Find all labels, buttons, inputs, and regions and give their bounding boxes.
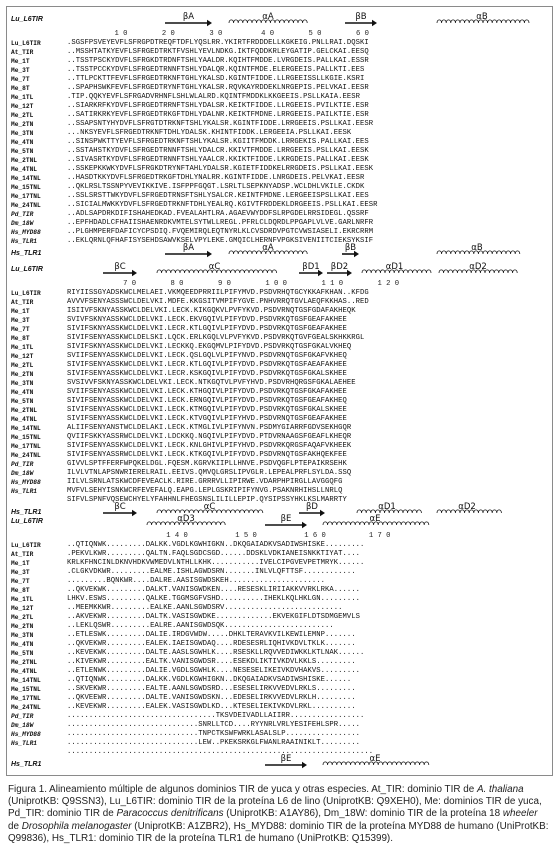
sequence-text: SIVIFSENYASSKWCLDELVKI.LECK.KNLGHIVLPIFYHVD.PSDVRKQRGSFAQAFVKHEEK xyxy=(67,442,352,450)
sequence-text: ..............................LEW..PKEKSRKGLFWANLRAAINIKLT......... xyxy=(67,739,361,747)
sequence-row xyxy=(7,703,552,712)
ss-top-label: αA xyxy=(262,12,274,22)
sequence-text: ..................................TKSVDEIVADLLAIIRR................. xyxy=(67,712,365,720)
sequence-row xyxy=(7,667,552,676)
sequence-row xyxy=(7,694,552,703)
sequence-text: SIVIFSENYASSRWCLDELVKI.LECK.KTKGQIVLPIFYDVD.PSDVRNQTGSFAKHQEKFEE xyxy=(67,451,347,459)
sequence-row xyxy=(7,174,552,183)
sequence-text: ..QKVEKWR.........EALEK.IAEISGWDAQ....RDESESRLIQHIVKDVLTKLK....... xyxy=(67,640,356,648)
ss-bottom-label: αC xyxy=(203,502,216,512)
sequence-label: Me_14TNL xyxy=(11,677,41,684)
figure-caption xyxy=(8,784,551,845)
ss-top-helix xyxy=(362,262,431,273)
ss-reference-label: Lu_L6TIR xyxy=(11,16,43,23)
sequence-label: Me_3T xyxy=(11,67,30,74)
caption-text-3: (UniprotKB: A1AY86), Dm_18W: dominio TIR de la proteína 18 xyxy=(223,808,503,820)
sequence-row xyxy=(7,604,552,613)
caption-species-3: wheeler xyxy=(502,808,538,820)
sequence-label: Me_1T xyxy=(11,308,30,315)
secondary-structure-bottom xyxy=(7,243,552,260)
sequence-label: Pd_TIR xyxy=(11,461,34,468)
sequence-row xyxy=(7,343,552,352)
sequence-label: Me_4TN xyxy=(11,641,34,648)
sequence-text: ..LEKLQSWR.........EALRE.AANISGWDSQK......................... xyxy=(67,622,334,630)
sequence-label: Hs_TLR1 xyxy=(11,488,37,495)
sequence-label: Me_1T xyxy=(11,560,30,567)
sequence-row xyxy=(7,192,552,201)
sequence-text: ..............................SNRLLTCD....RYYNRLVRLYESIFEHLSPR..... xyxy=(67,721,361,729)
sequence-label: Me_5TN xyxy=(11,398,34,405)
sequence-row xyxy=(7,210,552,219)
sequence-text: ..QTIQNWK.........DALKK.VGDLKGWHIGKN..DKQGAIADKVSADIWSHISKE...... xyxy=(67,676,352,684)
sequence-label: Me_2TN xyxy=(11,121,34,128)
caption-species-1: A. thaliana xyxy=(476,784,524,795)
ss-reference-label: Lu_L6TIR xyxy=(11,266,43,273)
sequence-row xyxy=(7,658,552,667)
sequence-label: Me_7T xyxy=(11,76,30,83)
sequence-label: Hs_TLR1 xyxy=(11,238,37,245)
sequence-text: RIYIISSGYADSKWCLMELAEI.VKMQEEDPRRIILPIFYMVD.PSDVRHQTGCYKKAFKHAN..KFDG xyxy=(67,289,369,297)
sequence-label: Me_5TN xyxy=(11,650,34,657)
ss-bottom-label: βE xyxy=(280,754,292,764)
ss-top-label: βC xyxy=(114,262,126,272)
secondary-structure-top xyxy=(7,12,552,29)
sequence-row xyxy=(7,183,552,192)
sequence-label: Me_8T xyxy=(11,335,30,342)
sequence-label: Hs_MYD88 xyxy=(11,229,41,236)
sequence-label: Me_3T xyxy=(11,317,30,324)
sequence-label: Me_14TNL xyxy=(11,425,41,432)
sequence-text: ALIIFSENYANSTWCLDELAKI.LECK.KTMGLIVLPIFYNVN.PSDMYGIARRFGDVSEKHGQR xyxy=(67,424,352,432)
sequence-text: SIVIFSENYASSKWCLDELSKI.LQCK.ERLKGQLVLPVFYKVD.PSDVRKQTGVFGEALSKHKKRGL xyxy=(67,334,365,342)
ss-bottom-label: αD1 xyxy=(378,502,396,512)
sequence-text: ..MEEMKKWR.........EALKE.AANLSGWDSRV........................... xyxy=(67,604,343,612)
sequence-text: ..ETLENWK.........DALIE.VGDLSGWHLK....NESESELIKEIVKDVHAKVS......... xyxy=(67,667,361,675)
sequence-text: KRLKFHNCINLDKNVHDKVWMEDVLNTHLLKHK...........IVELCIPGVEVPETMRYK...... xyxy=(67,559,365,567)
sequence-label: Me_2TN xyxy=(11,371,34,378)
sequence-row xyxy=(7,228,552,237)
sequence-text: .TIP.QQKYEVFLSFRGADVRHNFLSHLWLALRD.KQINTFMDDKLKKGEEIS.PSLLKAIA.EESR xyxy=(67,93,361,101)
sequence-label: Hs_MYD88 xyxy=(11,479,41,486)
position-ruler xyxy=(7,29,552,39)
sequence-label: Pd_TIR xyxy=(11,211,34,218)
sequence-row xyxy=(7,165,552,174)
ss-bottom-strand xyxy=(342,243,359,257)
sequence-label: At_TIR xyxy=(11,299,34,306)
sequence-label: Me_12T xyxy=(11,353,34,360)
sequence-row xyxy=(7,111,552,120)
sequence-text: ..ADLSAPDRKDIFISHAHEDKAD.FVEALAHTLRA.AGAEVWYDDFSLRPGDELRRSIDEGL.QSSRF xyxy=(67,210,369,218)
sequence-text: ..SIARKRFKYDVFLSFRGEDTRRNFTSHLYDALSR.KEIKTFIDDE.LLRGEEIS.PVILKTIE.ESR xyxy=(67,102,369,110)
ss-top-strand xyxy=(299,262,323,276)
ss-top-label: βE xyxy=(280,514,292,524)
ss-top-label: αD3 xyxy=(177,514,195,524)
sequence-label: Me_14TNL xyxy=(11,175,41,182)
ruler-numbers: 7 0 8 0 9 0 1 0 0 1 1 0 1 2 0 xyxy=(67,280,400,288)
sequence-text: SVIVFSKNYASSKWCLDELVKI.LECK.EKVGQIVLPIFYDVD.PSDVRKQTGSFGEAFAKHEE xyxy=(67,316,347,324)
sequence-label: Me_3T xyxy=(11,569,30,576)
sequence-text: ..TSSTPSCKYDVFLSFRGKDTRDNFTSHLYAALDR.KQIHTFMDDE.LVRGDEIS.PALLKAI.ESSR xyxy=(67,57,369,65)
sequence-text: SIVIFSENYASSKWCLDELVKI.LECK.KTVGQIVLPIFYHVD.PSDVRNQTGSFGEAFAKHEE xyxy=(67,415,347,423)
sequence-row xyxy=(7,361,552,370)
sequence-text: ...NKSYEVFLSFRGEDTRKNFTDHLYDALSK.KHINTFIDDK.LERGEEIA.PSLLKAI.EESK xyxy=(67,129,352,137)
sequence-row xyxy=(7,424,552,433)
alignment-block-2 xyxy=(7,262,552,519)
sequence-row xyxy=(7,219,552,228)
sequence-row xyxy=(7,156,552,165)
sequence-row xyxy=(7,595,552,604)
sequence-label: Me_1TL xyxy=(11,344,34,351)
ss-bottom-strand xyxy=(265,754,307,768)
sequence-row xyxy=(7,613,552,622)
sequence-text: ..MSSHTATKYEVFLSFRGEDTRKTFVSHLYEVLNDKG.IKTFQDDKRLEYGATIP.GELCKAI.EESQ xyxy=(67,48,369,56)
sequence-row xyxy=(7,138,552,147)
sequence-label: Me_15TNL xyxy=(11,434,41,441)
sequence-text: ..QKVEEWR.........DALTE.VANISGWDSKN...EDESELIRKVVEDVLRKLH......... xyxy=(67,694,356,702)
sequence-label: Dm_18W xyxy=(11,220,34,227)
sequence-text: ..AKVEKWR.........DALTK.VASISGWDKE.............EKVEKGIFLDTSDMGEMVLS xyxy=(67,613,361,621)
sequence-text: ..KEVEKWR.........EALEK.VASISGWDLKD...KTESELIEKIVKDVLRKL.......... xyxy=(67,703,356,711)
sequence-row xyxy=(7,469,552,478)
sequence-row xyxy=(7,316,552,325)
ss-top-label: βB xyxy=(355,12,367,22)
ss-top-helix xyxy=(157,262,277,273)
sequence-text: ..HASDTKKYDVFLSFRGEDTRKGFTDHLYNALRR.KGINTFIDDE.LNRGDEIS.PELVKAI.EESR xyxy=(67,174,365,182)
sequence-label: Me_12T xyxy=(11,103,34,110)
sequence-text: SVSIVVFSKNYASSKWCLDELVKI.LECK.NTKGQTVLPVFYHVD.PSDVRHQRGSFGKALAEHEE xyxy=(67,379,356,387)
sequence-label: Me_17TNL xyxy=(11,443,41,450)
sequence-row xyxy=(7,102,552,111)
sequence-label: Me_15TNL xyxy=(11,686,41,693)
sequence-row xyxy=(7,730,552,739)
sequence-row xyxy=(7,289,552,298)
sequence-text: QVIIFSKKYASSRWCLDELVKI.LDCKKQ.NGQIVLPIFYDVD.PTDVRNAAGSFGEAFLKHEQR xyxy=(67,433,352,441)
ruler-numbers: 1 4 0 1 5 0 1 6 0 1 7 0 xyxy=(67,532,391,540)
sequence-label: Me_4TNL xyxy=(11,166,37,173)
sequence-row xyxy=(7,147,552,156)
sequence-text: ..QKVEKWK.........DALKT.VANISGWDKEN....RESESKLIRIIAKKVVRKLRKA...... xyxy=(67,586,361,594)
sequence-row xyxy=(7,48,552,57)
ss-top-strand xyxy=(265,514,307,528)
secondary-structure-bottom xyxy=(7,754,552,771)
sequence-row xyxy=(7,478,552,487)
sequence-text: ..SSAPSNTYHYDVFLSFRGTDTRKNFTSHLYKALSR.KGINTFIDDE.LRRGEEIS.PSLLKAI.EESR xyxy=(67,120,374,128)
sequence-label: Lu_L6TIR xyxy=(11,40,41,47)
sequence-row xyxy=(7,388,552,397)
sequence-row xyxy=(7,66,552,75)
sequence-row xyxy=(7,577,552,586)
sequence-row xyxy=(7,568,552,577)
sequence-text: ..SINSPWKTTYEVFLSFRGEDTRKNFTSHLYKALSR.KGIITFMDDK.LRRGEKIS.PALLKAI.EES xyxy=(67,138,369,146)
caption-text-1: Figura 1. Alineamiento múltiple de algunos dominios TIR de yuca y otras especies. At_TIR: dominio TIR de xyxy=(8,784,477,795)
caption-text-4: de xyxy=(8,820,22,832)
sequence-row xyxy=(7,334,552,343)
sequence-text: ..SSLSRSTTWKYDVFLSFRGEDTRNSFTSHLYSALCR.KEINTFMDNE.LERGEEISPSLLKAI.EES xyxy=(67,192,369,200)
sequence-label: Me_5TN xyxy=(11,148,34,155)
sequence-text: GIVVLSPTFFERFWPQKELDGL.FQESM.KGRVKIIPLLHNVE.PSDVQGFLPTEPAIKRSEHK xyxy=(67,460,347,468)
sequence-text: ...................................................................... xyxy=(67,748,374,756)
sequence-row xyxy=(7,631,552,640)
ss-top-label: βA xyxy=(182,12,195,22)
ss-bottom-label: αB xyxy=(471,243,483,253)
ss-bottom-strand xyxy=(103,502,137,516)
ss-top-label: αD1 xyxy=(385,262,404,272)
sequence-label: Me_24TNL xyxy=(11,452,41,459)
sequence-label: Me_8T xyxy=(11,587,30,594)
sequence-label: Me_8T xyxy=(11,85,30,92)
sequence-text: ..QKLRSLTSSNPYVEVIKKIVE.ISFPPFGQGT.LSRLTLSEPKNYADSP.WCLDHLVKILE.CKDK xyxy=(67,183,365,191)
sequence-text: .SGSFPSVEYEVFLSFRGPDTREQFTDFLYQSLRR.YKIRTFRDDDELLKGKEIG.PNLLRAI.DQSKI xyxy=(67,39,369,47)
caption-text-5: (UniprotKB: A1ZBR2), Hs_MYD88: dominio TIR de la proteína MYD88 de humano (UniProtKB: Q99836), Hs_TLR1: dominio TIR de la proteína TLR1 de humano (UniProtKB: Q15399). xyxy=(8,820,549,844)
sequence-text: ..SIVASRTKYDVFLSFRGEDTRNNFTSHLYAALCR.KKIKTFIDDE.LKRGDEIS.PALLKAI.EESK xyxy=(67,156,369,164)
ss-bottom-strand xyxy=(165,243,212,257)
ss-top-label: αC xyxy=(208,262,221,272)
ss-top-label: αE xyxy=(369,514,381,524)
sequence-text: ..SKVEKWR.........EALTE.AANLSGWDSRD...ESESELIRKVVEDVLRKLS......... xyxy=(67,685,356,693)
sequence-row xyxy=(7,460,552,469)
sequence-label: Lu_L6TIR xyxy=(11,542,41,549)
sequence-row xyxy=(7,712,552,721)
sequence-text: MVFVLSEHYISNKWCRFEVEFALQ.EAPG.LEPLGSKRIPIFYNVG.PSAKNRHIHSLLNRLQ xyxy=(67,487,343,495)
sequence-row xyxy=(7,622,552,631)
sequence-label: Me_4TNL xyxy=(11,668,37,675)
sequence-label: Me_4TN xyxy=(11,139,34,146)
sequence-row xyxy=(7,120,552,129)
sequence-text: ..SICIALMWKKYDVFLSFRGEDTRKNFTDHLYEALRQ.KGIVTFRDDEKLDRGEEIS.PSLLKAI.EESR xyxy=(67,201,378,209)
sequence-label: Me_17TNL xyxy=(11,193,41,200)
ss-bottom-label: βB xyxy=(344,243,357,253)
sequence-row xyxy=(7,649,552,658)
sequence-row xyxy=(7,93,552,102)
sequence-text: SIFVLSPNFVQSEWCHYELYFAHHNLFHEGSNSLILILLEPIP.QYSIPSSYHKLKSLMARRTY xyxy=(67,496,347,504)
sequence-label: Me_2TNL xyxy=(11,157,37,164)
sequence-label: Me_12T xyxy=(11,605,34,612)
sequence-label: Me_4TNL xyxy=(11,416,37,423)
sequence-row xyxy=(7,721,552,730)
caption-species-4: Drosophila melanogaster xyxy=(21,820,132,832)
sequence-row xyxy=(7,57,552,66)
ss-bottom-label: αA xyxy=(262,243,274,253)
sequence-label: Me_3TN xyxy=(11,632,34,639)
sequence-text: SVIIFSENYASSKWCLDELVKI.LECK.QSLGQLVLPIFYNVD.PSDVRNQTGSFGKAFVKHEQ xyxy=(67,352,347,360)
alignment-figure xyxy=(6,6,553,776)
sequence-row xyxy=(7,325,552,334)
sequence-text: .CLGKVDKWR.........EALME.ISHLAGWDSRN.......INLVLQFTTSF............ xyxy=(67,568,356,576)
sequence-text: ..SSTAHSTKYDVFLSFRGEDTRNNFTSHLYDALCR.KKIVTFMDDE.LRRGEEIS.PSLLKAI.EESK xyxy=(67,147,369,155)
sequence-text: ..KEVEKWK.........DALTE.AASLSGWHLK....RSESKLLRQVVEDIWKKLKTLNAK...... xyxy=(67,649,365,657)
ss-reference-label-bottom: Hs_TLR1 xyxy=(11,509,42,516)
alignment-block-1 xyxy=(7,12,552,260)
sequence-row xyxy=(7,406,552,415)
ss-top-helix xyxy=(229,12,307,23)
caption-text-2: (UniprotKB: Q9SSN3), Lu_L6TIR: dominio TIR de la proteína L6 de lino (UniprotKB: Q9XEH0), Me: dominios TIR de yuca, Pd_TIR: dominio TIR de xyxy=(8,796,542,820)
ss-reference-label-bottom: Hs_TLR1 xyxy=(11,761,42,768)
sequence-label: Me_3TN xyxy=(11,130,34,137)
sequence-text: ..TSSTPCCKYDVFLSFRGEDTRNNFTSHLYDALQR.KQINTFMDE.ELERGEEIS.PALLKTI.EES xyxy=(67,66,365,74)
sequence-label: Me_2TN xyxy=(11,623,34,630)
sequence-row xyxy=(7,129,552,138)
sequence-label: Me_3TN xyxy=(11,380,34,387)
ss-top-strand xyxy=(327,262,352,276)
sequence-text: ..EKLQRNLQFHAFISYSEHDSAWVKSELVPYLEKE.GMQICLHERNFVPGKSIVENIITCIEKSYKSIF xyxy=(67,237,374,245)
sequence-text: .........BQNKWR....DALRE.AASISGWDSKEH...................... xyxy=(67,577,326,585)
ss-reference-label-bottom: Hs_TLR1 xyxy=(11,250,42,257)
sequence-text: AVVVFSENYASSSWCLDELVKI.MDFE.KKGSITVMPIFYGVE.PNHVRRQTGVLAEQFKKHAS..RED xyxy=(67,298,369,306)
ss-bottom-label: αE xyxy=(369,754,381,764)
sequence-text: ..SPAPHSWKFEVFLSFRGEDTRYNFTGHLYKALSR.RQVKAYRDDEKLNRGEPIS.PELVKAI.EESR xyxy=(67,84,369,92)
sequence-label: Me_7T xyxy=(11,578,30,585)
sequence-label: Pd_TIR xyxy=(11,713,34,720)
sequence-row xyxy=(7,84,552,93)
sequence-text: ..SSKEPKKWKYDVFLSFRGKDTRYNFTAHLYDALSR.KGIETFIDDKELRRGDEIS.PSLLKAI.EESK xyxy=(67,165,374,173)
sequence-row xyxy=(7,352,552,361)
ss-bottom-label: αD2 xyxy=(458,502,476,512)
sequence-label: Me_4TN xyxy=(11,389,34,396)
ss-top-helix xyxy=(439,262,517,273)
sequence-row xyxy=(7,550,552,559)
ss-top-label: βD2 xyxy=(330,262,349,272)
sequence-row xyxy=(7,739,552,748)
sequence-label: Hs_MYD88 xyxy=(11,731,41,738)
sequence-label: Me_2TNL xyxy=(11,659,37,666)
secondary-structure-top xyxy=(7,514,552,531)
sequence-label: Dm_18W xyxy=(11,722,34,729)
sequence-text: SVIIFSENYASSKWCLDELVKI.LECK.KTHGQIVLPIFYDVD.PSDVRKQTGSFGKAFAKHEE xyxy=(67,388,347,396)
sequence-label: Lu_L6TIR xyxy=(11,290,41,297)
ruler-numbers: 1 0 2 0 3 0 4 0 5 0 6 0 xyxy=(67,30,369,38)
ss-top-label: αD2 xyxy=(469,262,487,272)
sequence-row xyxy=(7,379,552,388)
sequence-label: Me_2TL xyxy=(11,614,34,621)
sequence-label: Me_2TL xyxy=(11,112,34,119)
sequence-row xyxy=(7,370,552,379)
sequence-row xyxy=(7,237,552,246)
sequence-row xyxy=(7,298,552,307)
sequence-row xyxy=(7,307,552,316)
sequence-row xyxy=(7,397,552,406)
position-ruler xyxy=(7,531,552,541)
sequence-row xyxy=(7,559,552,568)
sequence-row xyxy=(7,685,552,694)
sequence-text: SIVIFSKNYASSKWCLDELVKI.LECKKQ.EKGQMVLPIFYDVD.PSDVRKQTGSFGKALVKHEQ xyxy=(67,343,352,351)
secondary-structure-top xyxy=(7,262,552,279)
sequence-label: Me_2TL xyxy=(11,362,34,369)
ss-top-strand xyxy=(165,12,212,26)
sequence-text: SIVIFSENYASSKWCLDELVKI.LECK.KTMGQIVLPIFYDVD.PSDVRKQTGSFGKALSKHEE xyxy=(67,406,347,414)
sequence-text: ..QTIQNWK.........DALKK.VGDLKGWHIGKN..DKQGAIADKVSADIWSHISKE......... xyxy=(67,541,365,549)
sequence-row xyxy=(7,75,552,84)
sequence-label: Me_1TL xyxy=(11,596,34,603)
sequence-text: SIVIFSENYASSKWCLDELVKI.LECR.KSKGQIVLPIFYDVD.PSDVRKQTGSFGKALSKHEE xyxy=(67,370,347,378)
sequence-text: ..KIVEKWR.........EALTK.VANISGWDSR....ESEKDLIKTIVKDVLKKLS......... xyxy=(67,658,356,666)
sequence-text: ILVLVTNLAPSNWRIERELRAIL.EEIVS.QMVQLGRSLIPVGLR.LEPEALPRFLSYLDA.SSQ xyxy=(67,469,352,477)
sequence-text: .PEKVLKWR.........QALTN.FAQLSGDCSGD......DDSKLVDKIANEISNKKTIYAT.... xyxy=(67,550,361,558)
sequence-text: IILVLSRNLATSKWCDFEVEACLK.RIRE.GRRRVLLIPIRWE.VDARPHPIRGLLAVGGQFG xyxy=(67,478,343,486)
sequence-label: At_TIR xyxy=(11,551,34,558)
sequence-row xyxy=(7,541,552,550)
sequence-row xyxy=(7,433,552,442)
sequence-label: Me_7T xyxy=(11,326,30,333)
sequence-label: Dm_18W xyxy=(11,470,34,477)
sequence-label: Me_15TNL xyxy=(11,184,41,191)
caption-species-2: Paracoccus denitrificans xyxy=(116,808,224,820)
ss-reference-label: Lu_L6TIR xyxy=(11,518,43,525)
position-ruler xyxy=(7,279,552,289)
alignment-block-3 xyxy=(7,514,552,771)
ss-top-label: βD1 xyxy=(302,262,320,272)
sequence-row xyxy=(7,748,552,757)
sequence-text: SIVIFSENYASSKWCLDELVKI.LECK.ERNGQIVLPIFYDVD.PSDVRKQTGSFGEAFAKHEQ xyxy=(67,397,347,405)
ss-top-helix xyxy=(437,12,529,23)
sequence-text: LHKV.ESWS.........QALKE.TGGMSGFVSHD..........IHEKLKQLHKLGN......... xyxy=(67,595,361,603)
sequence-row xyxy=(7,451,552,460)
sequence-label: At_TIR xyxy=(11,49,34,56)
sequence-text: ..PLGHMPERFDAFICYCPSDIQ.FVQEMIRQLEQTNYRLKLCVSDRDVPGTCVWSIASELI.EKRCRRM xyxy=(67,228,374,236)
sequence-label: Me_24TNL xyxy=(11,704,41,711)
sequence-text: ..............................TNPCTKSWFWRKLASALSLP................. xyxy=(67,730,361,738)
ss-bottom-strand xyxy=(299,502,325,516)
ss-top-label: αB xyxy=(476,12,488,22)
sequence-row xyxy=(7,676,552,685)
sequence-label: Me_2TNL xyxy=(11,407,37,414)
sequence-text: SIVIFSENYASSKWCLDELVKI.LECR.KTLGQIVLPIFYDVD.PSDVRKQTGSFAEAFAKHEE xyxy=(67,361,347,369)
sequence-text: SIVIFSKNYASSKWCLDELVKI.LECR.KTLGQIVLPIFYDVD.PSDVRKQTGSFGEAFAKHEE xyxy=(67,325,347,333)
sequence-label: Hs_TLR1 xyxy=(11,740,37,747)
sequence-row xyxy=(7,415,552,424)
sequence-label: Me_1TL xyxy=(11,94,34,101)
ss-bottom-label: βD xyxy=(306,502,318,512)
sequence-text: ..SATIRKRKYEVFLSFRGEDTRKGFTDHLYDALNR.KEIKTFMDNE.LRRGEEIS.PAILKTIE.ESR xyxy=(67,111,369,119)
sequence-text: ..TTLPCKTTFEVFLSFRGEDTRKNFTGHLYKALSD.KGINTFIDDE.LLRGEEISSLLKGIE.KSRI xyxy=(67,75,365,83)
ss-bottom-label: βC xyxy=(114,502,126,512)
ss-top-strand xyxy=(103,262,137,276)
sequence-row xyxy=(7,442,552,451)
sequence-label: Me_17TNL xyxy=(11,695,41,702)
sequence-row xyxy=(7,487,552,496)
sequence-label: Me_24TNL xyxy=(11,202,41,209)
sequence-text: ..EPFHDADLCFHAIISHAENRDKVMTELSYTWLLREGL.PFRLCLDQRDLPPGAPLVLVE.GARLNRFR xyxy=(67,219,374,227)
sequence-text: ..ETLESWK.........DALIE.IRDGVWDW.....DHKLTERAVKVILKEWILEMNP....... xyxy=(67,631,356,639)
sequence-label: Me_1T xyxy=(11,58,30,65)
sequence-row xyxy=(7,586,552,595)
ss-top-strand xyxy=(345,12,377,26)
sequence-row xyxy=(7,39,552,48)
sequence-row xyxy=(7,201,552,210)
ss-bottom-label: βA xyxy=(182,243,195,253)
sequence-text: ISIIVFSKNYASSKWCLDELVKI.LECK.KIKGQKVLPVFYKVD.PSDVRNQTGSFGDAFAKHEQK xyxy=(67,307,356,315)
sequence-row xyxy=(7,640,552,649)
